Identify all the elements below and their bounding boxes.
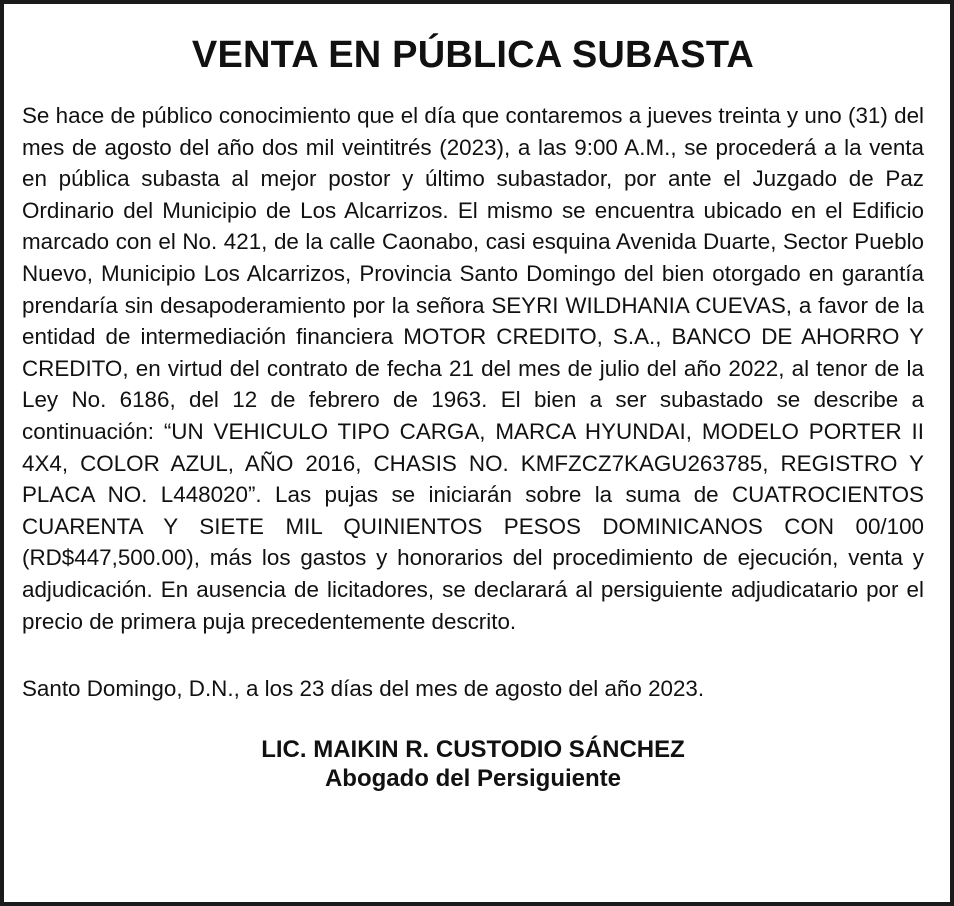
signature-block xyxy=(22,735,924,793)
notice-title: VENTA EN PÚBLICA SUBASTA xyxy=(191,34,755,76)
signature-name: LIC. MAIKIN R. CUSTODIO SÁNCHEZ xyxy=(261,735,685,763)
signature-role: Abogado del Persiguiente xyxy=(324,764,622,792)
notice-date-line: Santo Domingo, D.N., a los 23 días del mes de agosto del año 2023. xyxy=(22,676,705,702)
notice-body: Se hace de público conocimiento que el día que contaremos a jueves treinta y uno (31) del mes de agosto del año dos mil veintitrés (2023), a las 9:00 A.M., se procederá a la venta en pública subasta al mejor postor y último subastador, por ante el Juzgado de Paz Ordinario del Municipio de Los Alcarrizos. El mismo se encuentra ubicado en el Edificio marcado con el No. 421, de la calle Caonabo, casi esquina Avenida Duarte, Sector Pueblo Nuevo, Municipio Los Alcarrizos, Provincia Santo Domingo del bien otorgado en garantía prendaría sin desapoderamiento por la señora SEYRI WILDHANIA CUEVAS, a favor de la entidad de intermediación financiera MOTOR CREDITO, S.A., BANCO DE AHORRO Y CREDITO, en virtud del contrato de fecha 21 del mes de julio del año 2022, al tenor de la Ley No. 6186, del 12 de febrero de 1963. El bien a ser subastado se describe a continuación: “UN VEHICULO TIPO CARGA, MARCA HYUNDAI, MODELO PORTER II 4X4, COLOR AZUL, AÑO 2016, CHASIS NO. KMFZCZ7KAGU263785, REGISTRO Y PLACA NO. L448020”. Las pujas se iniciarán sobre la suma de CUATROCIENTOS CUARENTA Y SIETE MIL QUINIENTOS PESOS DOMINICANOS CON 00/100 (RD$447,500.00), más los gastos y honorarios del procedimiento de ejecución, venta y adjudicación. En ausencia de licitadores, se declarará al persiguiente adjudicatario por el precio de primera puja precedentemente descrito. xyxy=(22,103,924,634)
